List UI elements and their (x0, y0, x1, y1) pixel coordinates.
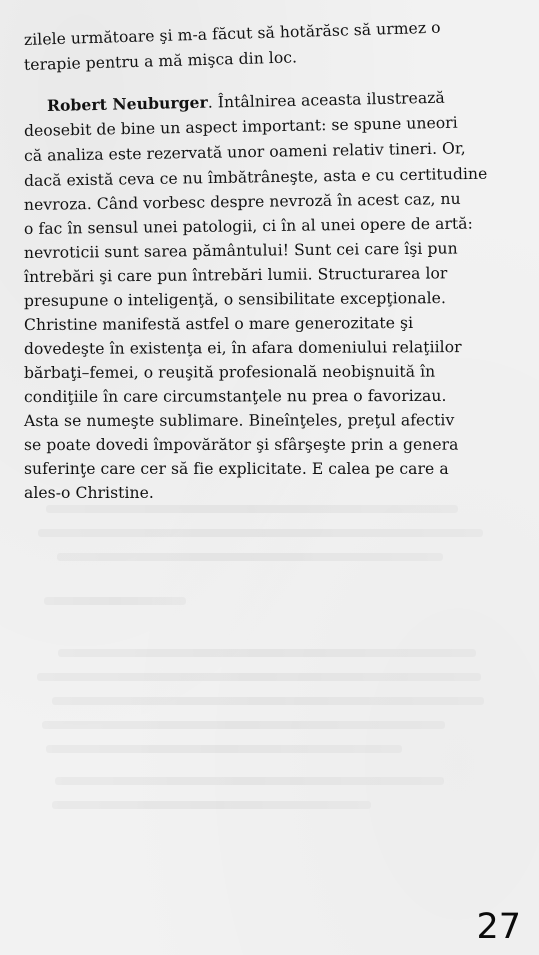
page-number: 27 (476, 907, 521, 947)
text-line-6: dacă există ceva ce nu îmbătrâneşte, asta e cu certitudine (23, 164, 488, 190)
text-line-16: Asta se numeşte sublimare. Bineînţeles, preţul afectiv (23, 411, 455, 430)
text-line-1: zilele următoare şi m-a făcut să hotărăsc să urmez o (23, 18, 441, 49)
text-line-11: presupune o inteligenţă, o sensibilitate excepţionale. (23, 289, 446, 310)
speaker-name: Robert Neuburger (46, 92, 208, 115)
text-line-7: nevroza. Când vorbesc despre nevroză în acest caz, nu (23, 189, 461, 214)
text-line-17: se poate dovedi împovărător şi sfârşeşte prin a genera (23, 435, 459, 454)
text-line-10: întrebări şi care pun întrebări lumii. Structurarea lor (23, 264, 448, 286)
speaker-text: . Întâlnirea aceasta ilustrează (207, 88, 445, 112)
text-line-4: deosebit de bine un aspect important: se spune uneori (23, 113, 458, 140)
text-line-5: că analiza este rezervată unor oameni relativ tineri. Or, (23, 139, 466, 165)
text-line-2: terapie pentru a mă mişca din loc. (23, 48, 298, 74)
text-line-8: o fac în sensul unei patologii, ci în al unei opere de artă: (23, 214, 474, 238)
text-line-9: nevroticii sunt sarea pământului! Sunt cei care îşi pun (23, 239, 458, 262)
text-line-18: suferinţe care cer să fie explicitate. E calea pe care a (24, 460, 449, 478)
text-line-15: condiţiile în care circumstanţele nu prea o favorizau. (23, 386, 447, 406)
text-line-13: dovedeşte în existenţa ei, în afara domeniului relaţiilor (23, 338, 462, 358)
text-line-14: bărbaţi–femei, o reuşită profesională neobişnuită în (23, 362, 436, 382)
text-line-12: Christine manifestă astfel o mare generozitate şi (23, 313, 414, 334)
show-through-text (34, 505, 502, 925)
text-line-19: ales-o Christine. (24, 484, 154, 502)
text-line-3 (47, 90, 445, 115)
